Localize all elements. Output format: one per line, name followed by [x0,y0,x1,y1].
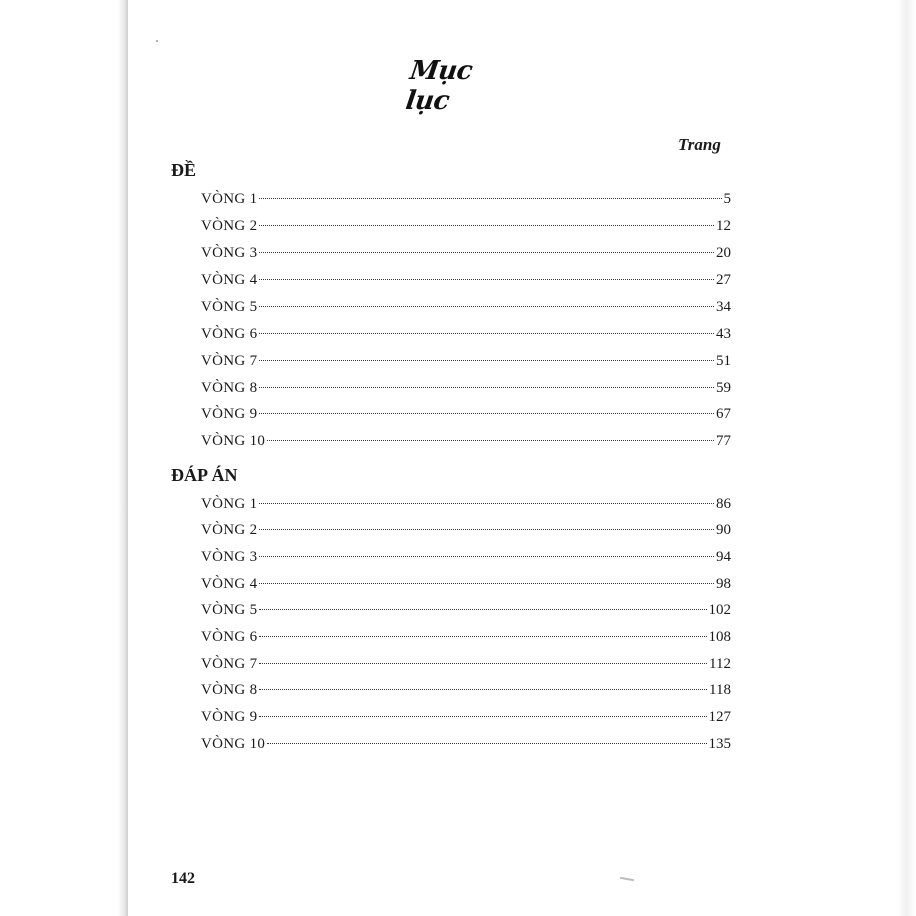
toc-entry-page: 90 [716,522,731,538]
paper-smudge [620,877,634,881]
toc-entry[interactable] [201,629,731,649]
dot-leader [259,689,707,690]
toc-entry[interactable] [201,353,731,373]
toc-entry[interactable] [201,326,731,346]
section-heading-de: ĐỀ [171,160,197,180]
dot-leader [259,225,714,226]
toc-entry-page: 59 [716,380,731,396]
toc-entry-label: VÒNG 1 [201,191,258,207]
dot-leader [259,387,714,388]
paper-speck [156,40,158,42]
page-title: Mục lục [403,56,475,116]
toc-entry-page: 118 [709,682,731,698]
toc-entry-page: 112 [709,656,731,672]
toc-entry-page: 86 [716,496,731,512]
toc-entry[interactable] [201,299,731,319]
dot-leader [259,556,714,557]
toc-entry-label: VÒNG 6 [201,629,258,645]
page-binding-edge [0,0,128,916]
toc-entry-page: 51 [716,353,731,369]
toc-entry-label: VÒNG 3 [201,549,258,565]
dot-leader [267,743,706,744]
dot-leader [259,279,714,280]
toc-entry[interactable] [201,191,731,211]
toc-entry-page: 98 [716,576,731,592]
toc-entry[interactable] [201,736,731,756]
dot-leader [259,663,707,664]
toc-entry-page: 5 [723,191,731,207]
page-column-header: Trang [678,135,721,154]
dot-leader [259,503,714,504]
toc-entry[interactable] [201,496,731,516]
toc-entry[interactable] [201,433,731,453]
toc-entry[interactable] [201,380,731,400]
toc-entry-page: 20 [716,245,731,261]
toc-entry-page: 34 [716,299,731,315]
toc-entry-page: 43 [716,326,731,342]
toc-entry-label: VÒNG 6 [201,326,258,342]
toc-entry-page: 102 [708,602,731,618]
dot-leader [259,716,706,717]
toc-entry-page: 108 [708,629,731,645]
toc-entry-label: VÒNG 1 [201,496,258,512]
toc-entry-label: VÒNG 7 [201,353,258,369]
toc-entry-label: VÒNG 7 [201,656,258,672]
dot-leader [259,198,721,199]
toc-entry-label: VÒNG 2 [201,522,258,538]
toc-entry-page: 12 [716,218,731,234]
toc-entry-label: VÒNG 5 [201,602,258,618]
dot-leader [259,333,714,334]
page-right-edge [768,0,916,916]
toc-entry-page: 67 [716,406,731,422]
toc-entry[interactable] [201,406,731,426]
footer-page-number: 142 [171,870,195,887]
toc-entry-label: VÒNG 3 [201,245,258,261]
dot-leader [259,636,706,637]
dot-leader [259,360,714,361]
dot-leader [259,306,714,307]
toc-entry-label: VÒNG 8 [201,682,258,698]
toc-entry-label: VÒNG 9 [201,709,258,725]
toc-entry-label: VÒNG 9 [201,406,258,422]
toc-entry-label: VÒNG 4 [201,272,258,288]
toc-entry-page: 94 [716,549,731,565]
toc-entry[interactable] [201,549,731,569]
toc-entry[interactable] [201,218,731,238]
toc-entry[interactable] [201,245,731,265]
toc-entry[interactable] [201,576,731,596]
toc-entry-page: 135 [708,736,731,752]
toc-entry-label: VÒNG 4 [201,576,258,592]
toc-entry-label: VÒNG 10 [201,433,266,449]
dot-leader [259,583,714,584]
toc-entry-label: VÒNG 5 [201,299,258,315]
dot-leader [259,413,714,414]
toc-entry-label: VÒNG 10 [201,736,266,752]
toc-entry-page: 77 [716,433,731,449]
dot-leader [259,252,714,253]
toc-entry-page: 127 [708,709,731,725]
toc-entry[interactable] [201,602,731,622]
dot-leader [259,529,714,530]
section-heading-dap-an: ĐÁP ÁN [171,465,238,485]
dot-leader [267,440,714,441]
dot-leader [259,609,706,610]
toc-entry-label: VÒNG 2 [201,218,258,234]
toc-entry[interactable] [201,272,731,292]
toc-entry[interactable] [201,709,731,729]
toc-entry-label: VÒNG 8 [201,380,258,396]
toc-entry-page: 27 [716,272,731,288]
toc-entry[interactable] [201,682,731,702]
toc-entry[interactable] [201,656,731,676]
toc-entry[interactable] [201,522,731,542]
